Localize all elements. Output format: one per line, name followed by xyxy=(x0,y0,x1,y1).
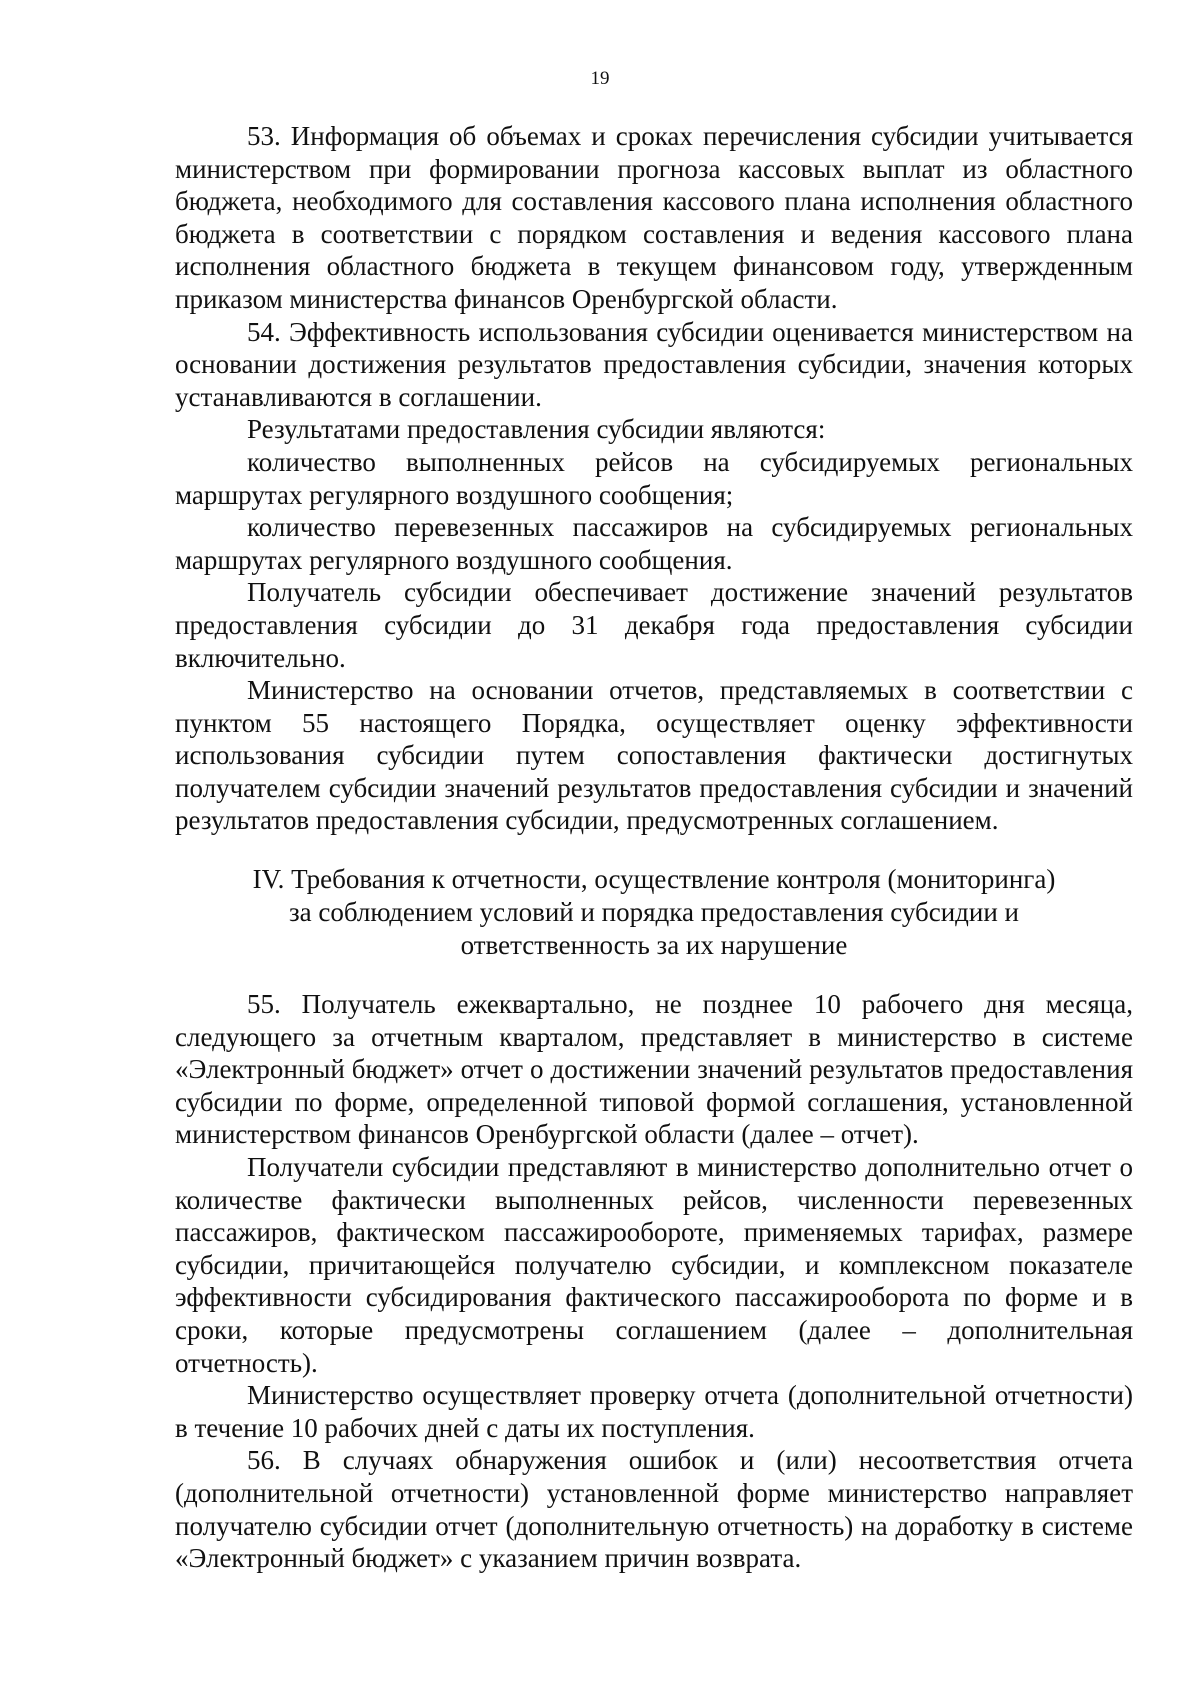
paragraph-ministry-evaluation: Министерство на основании отчетов, представляемых в соответствии с пунктом 55 настоящего Порядка, осуществляет оценку эффективности использования субсидии путем сопоставления фактически достигнутых получателем субсидии значений результатов предоставления субсидии и значений результатов предоставления субсидии, предусмотренных соглашением. xyxy=(175,675,1133,836)
paragraph-additional-reporting: Получатели субсидии представляют в министерство дополнительно отчет о количестве фактически выполненных рейсов, численности перевезенных пассажиров, фактическом пассажирообороте, применяемых тарифах, размере субсидии, причитающейся получателю субсидии, и комплексном показателе эффективности субсидирования фактического пассажирооборота по форме и в сроки, которые предусмотрены соглашением (далее – дополнительная отчетность). xyxy=(175,1152,1133,1378)
paragraph-results-intro: Результатами предоставления субсидии являются: xyxy=(247,414,826,445)
paragraph-ministry-check: Министерство осуществляет проверку отчета (дополнительной отчетности) в течение 10 рабочих дней с даты их поступления. xyxy=(175,1380,1133,1443)
paragraph-results-flights: количество выполненных рейсов на субсидируемых региональных маршрутах регулярного воздушного сообщения; xyxy=(175,446,1133,510)
paragraph-53: 53. Информация об объемах и сроках перечисления субсидии учитывается министерством при формировании прогноза кассовых выплат из областного бюджета, необходимого для составления кассового плана исполнения областного бюджета в соответствии с порядком составления и ведения кассового плана исполнения областного бюджета в текущем финансовом году, утвержденным приказом министерства финансов Оренбургской области. xyxy=(175,121,1133,314)
paragraph-recipient-deadline: Получатель субсидии обеспечивает достижение значений результатов предоставления субсидии до 31 декабря года предоставления субсидии включительно. xyxy=(175,577,1133,673)
section-heading-iv xyxy=(235,863,1073,962)
paragraph-54: 54. Эффективность использования субсидии оценивается министерством на основании достижения результатов предоставления субсидии, значения которых устанавливаются в соглашении. xyxy=(175,316,1133,412)
section-heading-line-3: ответственность за их нарушение xyxy=(460,930,848,961)
section-heading-line-2: за соблюдением условий и порядка предоставления субсидии и xyxy=(288,897,1020,928)
paragraph-56: 56. В случаях обнаружения ошибок и (или) несоответствия отчета (дополнительной отчетности) установленной форме министерство направляет получателю субсидии отчет (дополнительную отчетность) на доработку в системе «Электронный бюджет» с указанием причин возврата. xyxy=(175,1445,1133,1574)
paragraph-55: 55. Получатель ежеквартально, не позднее 10 рабочего дня месяца, следующего за отчетным кварталом, представляет в министерство в системе «Электронный бюджет» отчет о достижении значений результатов предоставления субсидии по форме, определенной типовой формой соглашения, установленной министерством финансов Оренбургской области (далее – отчет). xyxy=(175,989,1133,1150)
paragraph-results-passengers: количество перевезенных пассажиров на субсидируемых региональных маршрутах регулярного воздушного сообщения. xyxy=(175,512,1133,575)
section-heading-line-1: IV. Требования к отчетности, осуществление контроля (мониторинга) xyxy=(252,864,1056,895)
page-number: 19 xyxy=(590,68,610,89)
document-body xyxy=(175,120,1133,1575)
